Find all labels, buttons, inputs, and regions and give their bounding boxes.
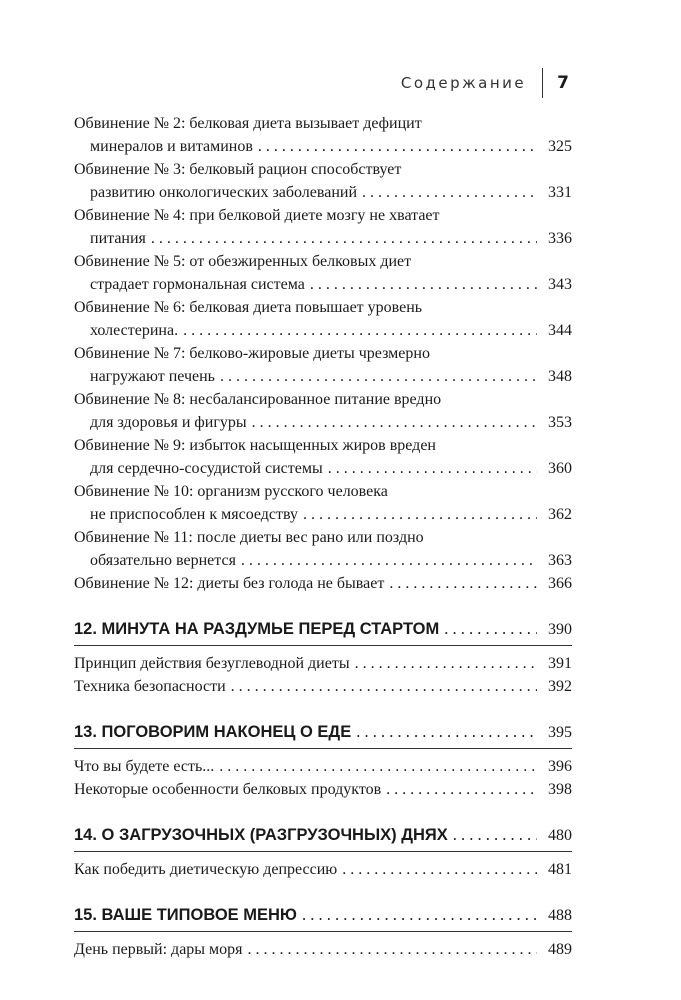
leader-dots xyxy=(356,722,537,742)
leader-dots xyxy=(386,778,537,801)
chapter-section xyxy=(74,825,572,881)
leader-dots xyxy=(302,905,537,925)
toc-entry-page: 344 xyxy=(548,322,572,339)
toc-entry xyxy=(74,675,572,698)
leader-dots xyxy=(252,411,537,434)
toc-entry xyxy=(74,342,572,388)
leader-dots xyxy=(231,675,537,698)
toc-entry xyxy=(74,434,572,480)
toc-entry-page: 398 xyxy=(548,781,572,798)
chapter-title: 15. ВАШЕ ТИПОВОЕ МЕНЮ xyxy=(74,906,297,924)
toc-entry-line1: Обвинение № 4: при белковой диете мозгу не хватает xyxy=(74,207,440,224)
table-of-contents xyxy=(74,112,572,961)
chapter-page: 488 xyxy=(548,907,572,924)
toc-entry-line2: минералов и витаминов xyxy=(90,138,253,155)
toc-entry-line1: Обвинение № 6: белковая диета повышает уровень xyxy=(74,299,423,316)
toc-entry-page: 348 xyxy=(548,368,572,385)
chapter-section xyxy=(74,905,572,961)
toc-entry-page: 336 xyxy=(548,230,572,247)
toc-entry-line1: Обвинение № 3: белковый рацион способствует xyxy=(74,161,402,178)
toc-entry-line1: Обвинение № 5: от обезжиренных белковых диет xyxy=(74,253,412,270)
toc-entry-page: 362 xyxy=(548,506,572,523)
toc-entry-line2: для здоровья и фигуры xyxy=(90,414,247,431)
toc-entry xyxy=(74,158,572,204)
toc-entry-line1: Обвинение № 11: после диеты вес рано или поздно xyxy=(74,529,424,546)
chapter-title: 14. О ЗАГРУЗОЧНЫХ (РАЗГРУЗОЧНЫХ) ДНЯХ xyxy=(74,826,448,844)
chapter-divider xyxy=(74,851,572,852)
toc-entry xyxy=(74,778,572,801)
leader-dots xyxy=(219,755,537,778)
chapter-section xyxy=(74,619,572,698)
leader-dots xyxy=(220,365,537,388)
toc-entry-line2: страдает гормональная система xyxy=(90,276,305,293)
toc-entry-text: День первый: дары моря xyxy=(74,941,243,958)
toc-entry xyxy=(74,755,572,778)
leader-dots xyxy=(342,858,537,881)
toc-entry-page: 481 xyxy=(548,861,572,878)
toc-entry xyxy=(74,526,572,572)
chapter-divider xyxy=(74,645,572,646)
page-number: 7 xyxy=(557,73,569,93)
toc-entry-line2: нагружают печень xyxy=(90,368,215,385)
chapter-heading xyxy=(74,905,572,931)
toc-entry-page: 343 xyxy=(548,276,572,293)
chapter-heading xyxy=(74,825,572,851)
leader-dots xyxy=(355,652,537,675)
chapter-divider xyxy=(74,931,572,932)
toc-entry-page: 396 xyxy=(548,758,572,775)
chapter-title: 12. МИНУТА НА РАЗДУМЬЕ ПЕРЕД СТАРТОМ xyxy=(74,620,440,638)
toc-entry-page: 391 xyxy=(548,655,572,672)
toc-entry xyxy=(74,296,572,342)
leader-dots xyxy=(183,319,537,342)
toc-entry xyxy=(74,388,572,434)
toc-entry xyxy=(74,572,572,595)
toc-entry xyxy=(74,938,572,961)
chapter-page: 390 xyxy=(548,621,572,638)
header-divider xyxy=(542,68,543,98)
running-header xyxy=(401,68,569,98)
toc-entry-text: Некоторые особенности белковых продуктов xyxy=(74,781,382,798)
toc-entry xyxy=(74,250,572,296)
toc-entry xyxy=(74,652,572,675)
toc-entry-page: 331 xyxy=(548,184,572,201)
toc-entry-line2: обязательно вернется xyxy=(90,552,236,569)
toc-entry-line1: Обвинение № 9: избыток насыщенных жиров вреден xyxy=(74,437,436,454)
toc-entry-page: 325 xyxy=(548,138,572,155)
chapter-divider xyxy=(74,748,572,749)
toc-entry xyxy=(74,480,572,526)
leader-dots xyxy=(328,457,537,480)
running-header-title: Содержание xyxy=(400,74,527,92)
leader-dots xyxy=(444,619,537,639)
toc-entry-text: Что вы будете есть... xyxy=(74,758,215,775)
toc-entry xyxy=(74,112,572,158)
toc-entry-line2: питания xyxy=(90,230,146,247)
toc-entry-text: Принцип действия безуглеводной диеты xyxy=(74,655,350,672)
leader-dots xyxy=(303,503,537,526)
toc-entry xyxy=(74,858,572,881)
toc-entry-page: 366 xyxy=(548,575,572,592)
toc-entry-page: 392 xyxy=(548,678,572,695)
toc-entry-line2: развитию онкологических заболеваний xyxy=(90,184,358,201)
chapter-page: 480 xyxy=(548,827,572,844)
toc-entry-line2: холестерина. xyxy=(90,322,179,339)
leader-dots xyxy=(389,572,537,595)
toc-entry-text: Обвинение № 12: диеты без голода не бывает xyxy=(74,575,385,592)
leader-dots xyxy=(258,135,537,158)
leader-dots xyxy=(310,273,537,296)
chapter-heading xyxy=(74,722,572,748)
toc-entry-page: 360 xyxy=(548,460,572,477)
toc-entry-line1: Обвинение № 7: белково-жировые диеты чрезмерно xyxy=(74,345,430,362)
leader-dots xyxy=(248,938,537,961)
toc-entry-line2: не приспособлен к мясоедству xyxy=(90,506,299,523)
toc-entry-page: 363 xyxy=(548,552,572,569)
chapter-page: 395 xyxy=(548,724,572,741)
chapter-heading xyxy=(74,619,572,645)
chapter-section xyxy=(74,722,572,801)
toc-entry xyxy=(74,204,572,250)
leader-dots xyxy=(362,181,537,204)
leader-dots xyxy=(453,825,537,845)
chapter-title: 13. ПОГОВОРИМ НАКОНЕЦ О ЕДЕ xyxy=(74,723,352,741)
toc-entry-line1: Обвинение № 2: белковая диета вызывает дефицит xyxy=(74,115,422,132)
toc-entry-line1: Обвинение № 8: несбалансированное питание вредно xyxy=(74,391,442,408)
toc-entry-page: 353 xyxy=(548,414,572,431)
toc-entry-text: Как победить диетическую депрессию xyxy=(74,861,338,878)
leader-dots xyxy=(241,549,537,572)
toc-entry-line2: для сердечно-сосудистой системы xyxy=(90,460,323,477)
leader-dots xyxy=(151,227,537,250)
toc-entry-page: 489 xyxy=(548,941,572,958)
toc-entry-line1: Обвинение № 10: организм русского человека xyxy=(74,483,388,500)
toc-entry-text: Техника безопасности xyxy=(74,678,226,695)
